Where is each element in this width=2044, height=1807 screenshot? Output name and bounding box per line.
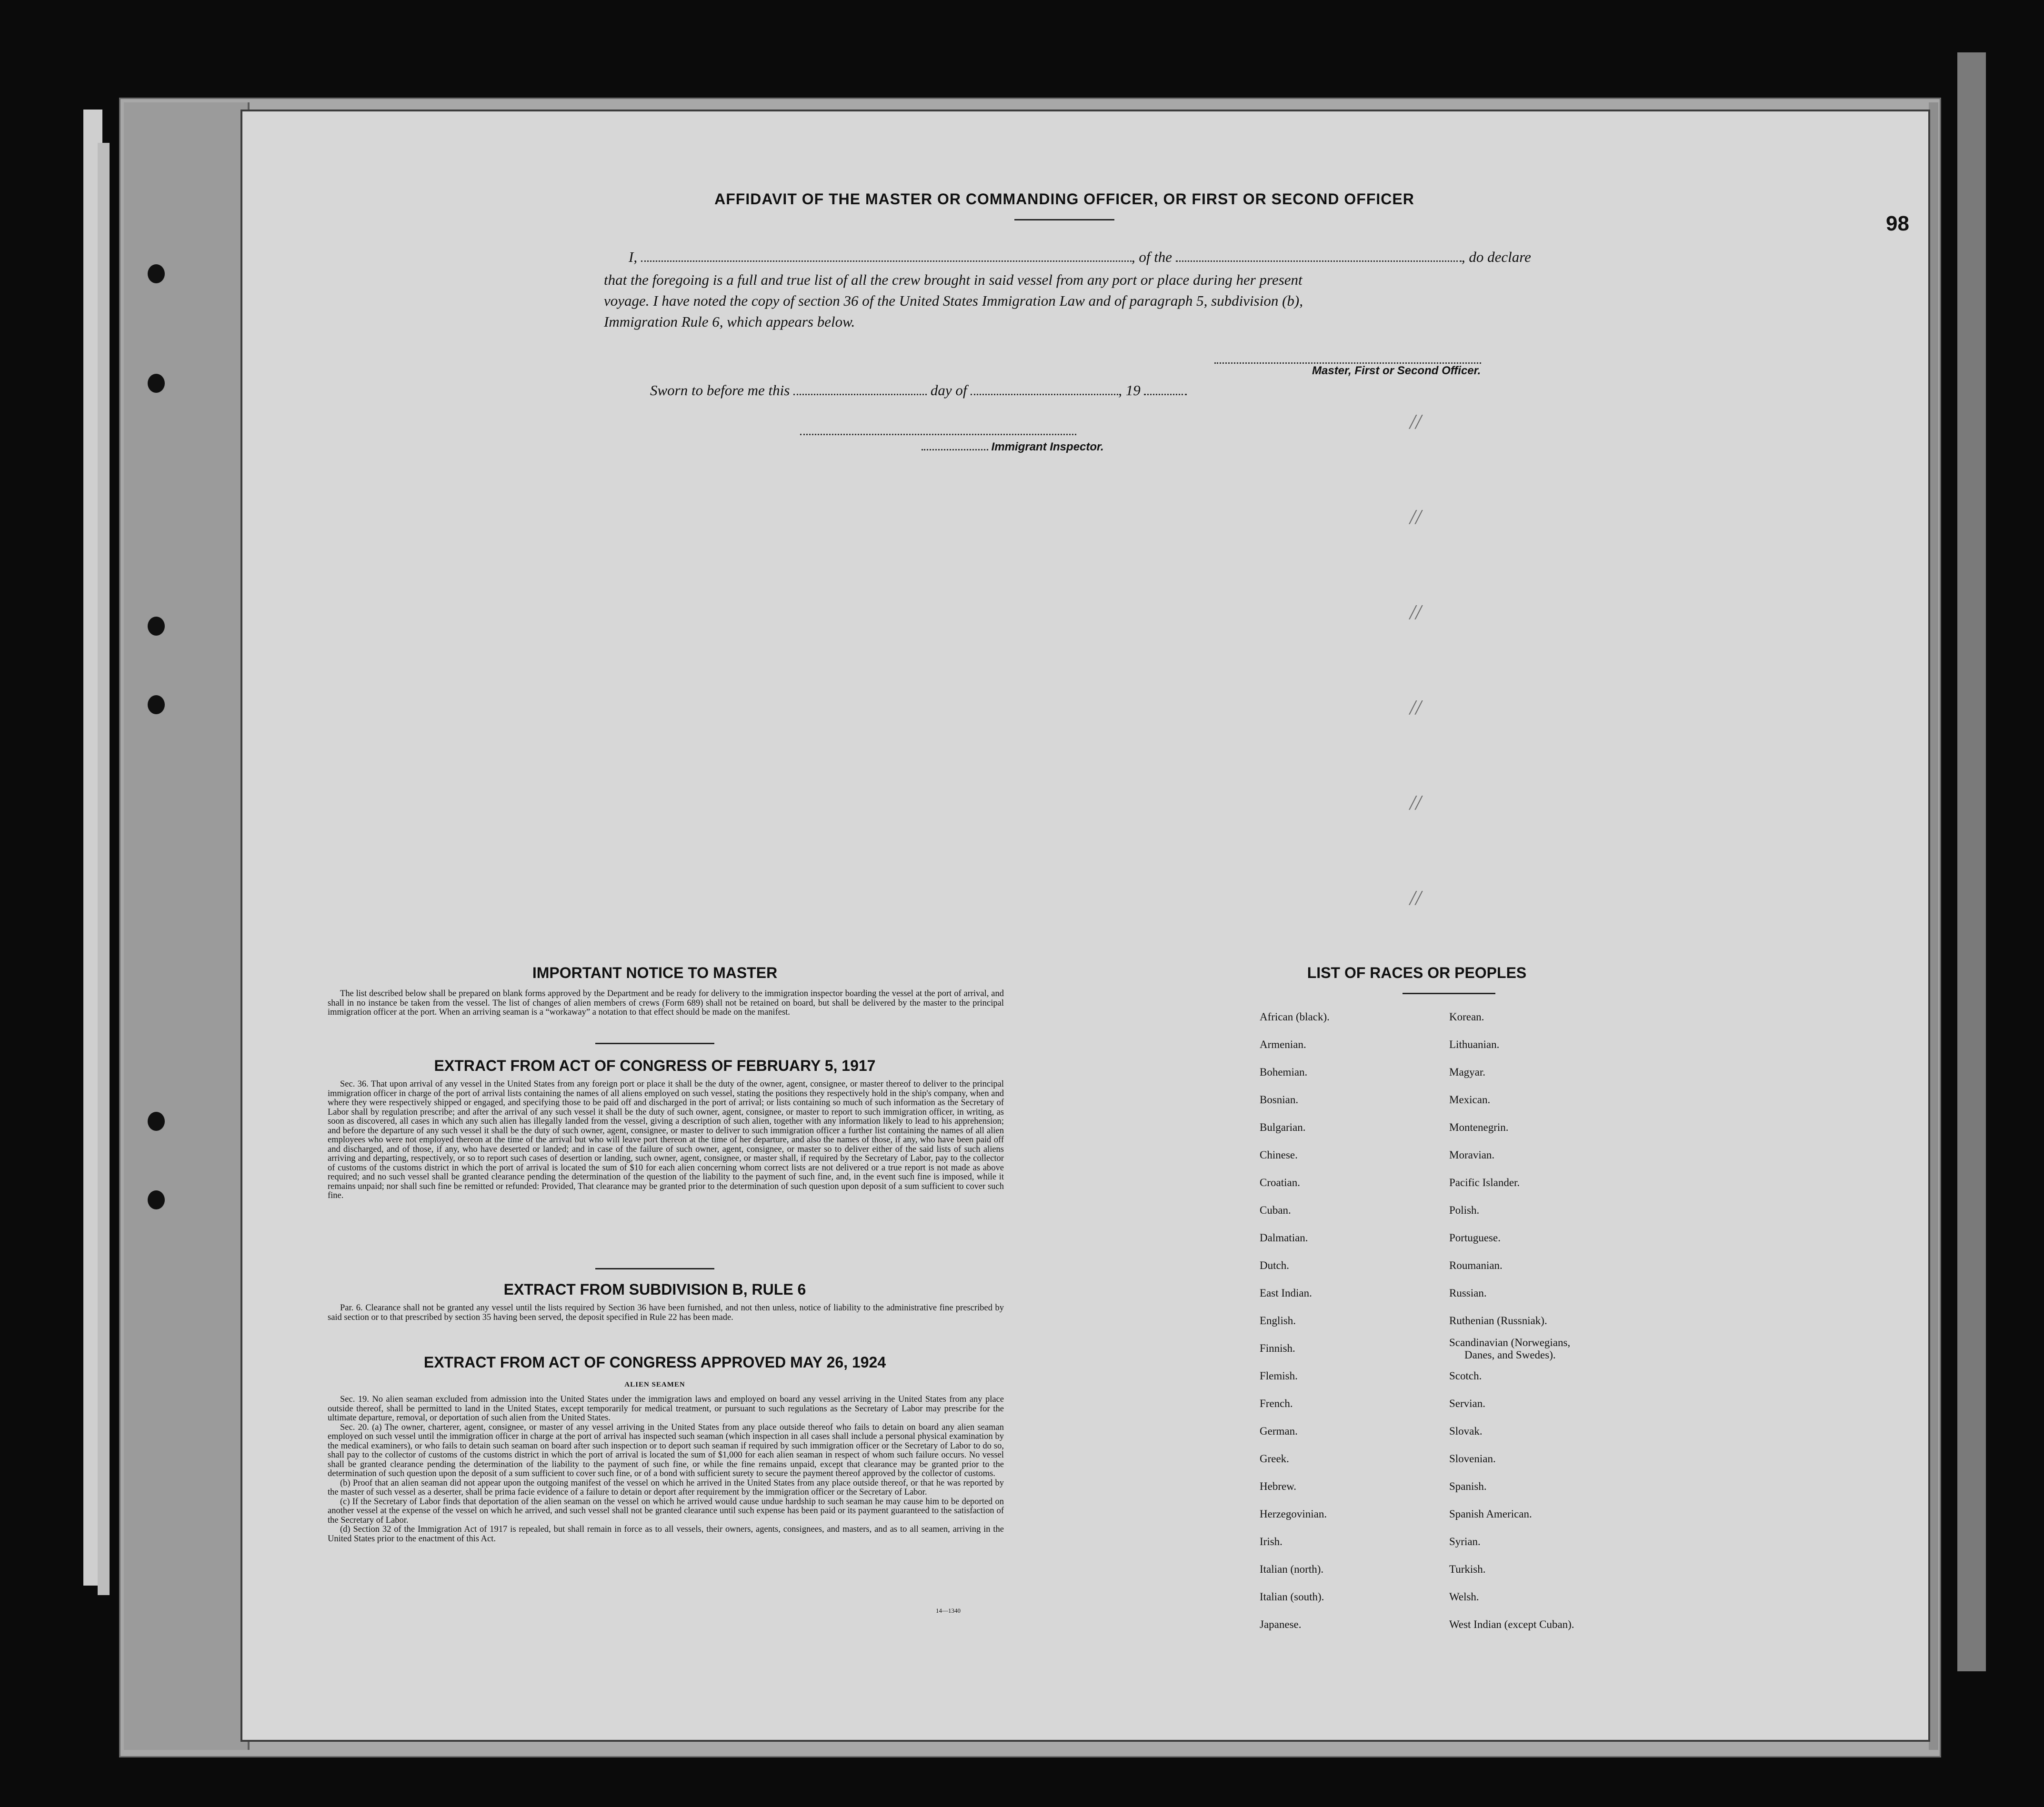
stacked-page-edge bbox=[98, 143, 110, 1595]
race-item: Greek. bbox=[1260, 1453, 1289, 1465]
extract-1924-body bbox=[328, 1395, 1004, 1544]
extract-1924-sec20b: (b) Proof that an alien seaman did not appear upon the outgoing manifest of the vessel on which he arrived in the United States from any place outside thereof, or that he was reported by the master of such vessel as a deserter, shall be prima facie evidence of a failure to detain or deport after requirement by the immigration officer or the Secretary of Labor. bbox=[328, 1478, 1004, 1497]
officer-signature-line[interactable] bbox=[1214, 350, 1481, 364]
race-item: Slovenian. bbox=[1449, 1453, 1496, 1465]
race-item: Turkish. bbox=[1449, 1563, 1486, 1575]
extract-1924-subtitle: ALIEN SEAMEN bbox=[624, 1381, 685, 1388]
extract-1917-body bbox=[328, 1080, 1004, 1201]
races-title-underline bbox=[1403, 993, 1495, 994]
right-binding-strip bbox=[1929, 102, 1938, 1750]
extract-1924-sec20c: (c) If the Secretary of Labor finds that deportation of the alien seaman on the vessel on which he arrived would cause undue hardship to such seaman he may cause him to be deported on another vessel at the expense of the vessel on which he arrived, and such vessel shall not be granted clearance until such expense has been paid or its payment guaranteed to the satisfaction of the Secretary of Labor. bbox=[328, 1497, 1004, 1525]
race-item: Dalmatian. bbox=[1260, 1232, 1308, 1244]
bleed-through-mark: // bbox=[1410, 410, 1422, 433]
race-item: French. bbox=[1260, 1398, 1293, 1409]
notice-paragraph: The list described below shall be prepared on blank forms approved by the Department and be ready for delivery to the immigration inspector boarding the vessel at the port of arrival, and shall in no instance be taken from the vessel. The list of changes of alien members of crews (Form 689) shall not be retained on board, but shall be delivered by the master to the principal immigration officer at the port. When an arriving seaman is a “workaway” a notation to that effect should be made on the manifest. bbox=[328, 989, 1004, 1017]
extract-1924-sec19: Sec. 19. No alien seaman excluded from admission into the United States under the immigration laws and employed on board any vessel arriving in the United States from any place outside thereof, shall be permitted to land in the United States, except temporarily for medical treatment, or pursuant to such regulations as the Secretary of Labor may prescribe for the ultimate departure, removal, or deportation of such alien from the United States. bbox=[328, 1395, 1004, 1423]
bleed-through-mark: // bbox=[1410, 791, 1422, 814]
title-underline bbox=[1014, 219, 1114, 220]
page-number: 98 bbox=[1886, 212, 1909, 235]
race-item: Croatian. bbox=[1260, 1177, 1300, 1188]
race-item: Russian. bbox=[1449, 1287, 1487, 1299]
affidavit-line-4: Immigration Rule 6, which appears below. bbox=[604, 313, 855, 330]
bleed-through-mark: // bbox=[1410, 600, 1422, 624]
binding-hole bbox=[148, 1190, 165, 1209]
race-item: Cuban. bbox=[1260, 1204, 1291, 1216]
race-item: Italian (south). bbox=[1260, 1591, 1324, 1603]
race-item: Servian. bbox=[1449, 1398, 1486, 1409]
extract-rule6-body bbox=[328, 1304, 1004, 1322]
affidavit-do-declare: , do declare bbox=[1461, 249, 1531, 265]
bleed-through-mark: // bbox=[1410, 886, 1422, 909]
sworn-month-blank[interactable] bbox=[971, 381, 1118, 395]
race-item: Herzegovinian. bbox=[1260, 1508, 1327, 1520]
race-item: Hebrew. bbox=[1260, 1480, 1297, 1492]
affidavit-of-the: , of the bbox=[1131, 249, 1172, 265]
binding-hole bbox=[148, 617, 165, 636]
race-item: Armenian. bbox=[1260, 1038, 1306, 1050]
race-item: Italian (north). bbox=[1260, 1563, 1324, 1575]
binding-hole bbox=[148, 374, 165, 393]
race-item: Dutch. bbox=[1260, 1259, 1289, 1271]
sworn-day-of: day of bbox=[930, 382, 967, 399]
race-item: Welsh. bbox=[1449, 1591, 1479, 1603]
race-item: Syrian. bbox=[1449, 1536, 1481, 1547]
notice-body bbox=[328, 989, 1004, 1018]
race-item: Roumanian. bbox=[1449, 1259, 1503, 1271]
race-item: West Indian (except Cuban). bbox=[1449, 1618, 1574, 1630]
race-item: Bulgarian. bbox=[1260, 1121, 1306, 1133]
name-blank[interactable] bbox=[641, 248, 1132, 262]
race-item: Korean. bbox=[1449, 1011, 1484, 1023]
right-page-edge bbox=[1957, 52, 1986, 1671]
race-item: Magyar. bbox=[1449, 1066, 1486, 1078]
race-item: Pacific Islander. bbox=[1449, 1177, 1520, 1188]
bleed-through-mark: // bbox=[1410, 505, 1422, 529]
sworn-year-prefix: , 19 bbox=[1118, 382, 1141, 399]
officer-caption: Master, First or Second Officer. bbox=[1312, 364, 1481, 377]
extract-rule6-paragraph: Par. 6. Clearance shall not be granted any vessel until the lists required by Section 36 have been furnished, and not then unless, notice of liability to the administrative fine prescribed by said section or to that prescribed by section 35 having been served, the deposit specified in Rule 22 has been made. bbox=[328, 1303, 1004, 1322]
extract-1917-title: EXTRACT FROM ACT OF CONGRESS OF FEBRUARY 5, 1917 bbox=[434, 1057, 876, 1074]
race-item: Bosnian. bbox=[1260, 1094, 1299, 1106]
inspector-caption bbox=[922, 440, 1104, 454]
race-item: Spanish American. bbox=[1449, 1508, 1532, 1520]
extract-1917-paragraph: Sec. 36. That upon arrival of any vessel in the United States from any foreign port or place it shall be the duty of the owner, agent, consignee, or master thereof to deliver to the principal immigration officer in charge of the port of arrival lists containing the names of all aliens employed on such vessel, stating the positions they respectively hold in the ship's company, when and where they were respectively shipped or engaged, and specifying those to be paid off and discharged in the port of arrival; or lists containing so much of such information as the Secretary of Labor shall by regulation prescribe; and after the arrival of any such vessel it shall be the duty of such owner, agent, consignee, or master to report to such immigration officer, in writing, as soon as discovered, all cases in which any such alien has illegally landed from the vessel, giving a description of such alien, together with any information likely to lead to his apprehension; and before the departure of any such vessel it shall be the duty of such owner, agent, consignee, or master to deliver to such immigration officer a further list containing the names of all alien employees who were not employed thereon at the time of the arrival but who will leave port thereon at the time of her departure, and also the names of those, if any, who have been paid off and discharged, and of those, if any, who have deserted or landed; and in case of the failure of such owner, agent, consignee, or master so to deliver either of the said lists of such aliens arriving and departing, respectively, or so to report such cases of desertion or landing, such owner, agent, consignee, or master shall, if required by the Secretary of Labor, pay to the collector of customs of the customs district in which the port of arrival is located the sum of $10 for each alien concerning whom correct lists are not delivered or a true report is not made as above required; and no such vessel shall be granted clearance pending the determination of the question of the liability to the payment of such fine, and, in the event such fine is imposed, while it remains unpaid; nor shall such fine be remitted or refunded: Provided, That clearance may be granted prior to the determination of such question upon deposit of a sum sufficient to cover such fine. bbox=[328, 1079, 1004, 1200]
affidavit-line-2: that the foregoing is a full and true list of all the crew brought in said vessel from any port or place during her present bbox=[604, 271, 1303, 288]
inspector-caption-text: Immigrant Inspector. bbox=[991, 440, 1104, 453]
sworn-text: Sworn to before me this bbox=[650, 382, 790, 399]
race-item: African (black). bbox=[1260, 1011, 1330, 1023]
form-number: 14—1340 bbox=[936, 1607, 961, 1614]
left-binding-strip bbox=[124, 102, 250, 1750]
races-title: LIST OF RACES OR PEOPLES bbox=[1307, 964, 1527, 981]
race-item: Chinese. bbox=[1260, 1149, 1298, 1161]
binding-hole bbox=[148, 1112, 165, 1131]
race-item: Moravian. bbox=[1449, 1149, 1495, 1161]
sworn-line bbox=[650, 381, 1187, 400]
sworn-year-blank[interactable] bbox=[1144, 381, 1187, 395]
race-item: Polish. bbox=[1449, 1204, 1480, 1216]
race-item: Mexican. bbox=[1449, 1094, 1491, 1106]
extract-1924-sec20a: Sec. 20. (a) The owner, charterer, agent, consignee, or master of any vessel arriving in the United States from any place outside thereof who fails to detain on board any alien seaman employed on such vessel until the immigration officer in charge at the port of arrival has inspected such seaman (which inspection in all cases shall include a personal physical examination by the medical examiners), or who fails to detain such seaman on board after such inspection or to deport such seaman if required by such immigration officer or the Secretary of Labor to do so, shall pay to the collector of customs of the customs district in which the port of arrival is located the sum of $1,000 for each alien seaman in respect of whom such failure occurs. No vessel shall be granted clearance pending the determination of the liability to the payment of such fine, or while the fine remains unpaid, except that clearance may be granted prior to the determination of such question upon the deposit of a sum sufficient to cover such fine, or of a bond with sufficient surety to secure the payment thereof approved by the collector of customs. bbox=[328, 1422, 1004, 1478]
notice-title: IMPORTANT NOTICE TO MASTER bbox=[532, 964, 778, 981]
binding-hole bbox=[148, 264, 165, 283]
race-item: Finnish. bbox=[1260, 1342, 1295, 1354]
race-item: Slovak. bbox=[1449, 1425, 1483, 1437]
race-item: Lithuanian. bbox=[1449, 1038, 1500, 1050]
race-item: Montenegrin. bbox=[1449, 1121, 1509, 1133]
race-item: Japanese. bbox=[1260, 1618, 1302, 1630]
bleed-through-mark: // bbox=[1410, 696, 1422, 719]
section-divider bbox=[595, 1268, 714, 1269]
race-item: English. bbox=[1260, 1315, 1296, 1327]
affidavit-title: AFFIDAVIT OF THE MASTER OR COMMANDING OFFICER, OR FIRST OR SECOND OFFICER bbox=[714, 190, 1414, 208]
race-item: German. bbox=[1260, 1425, 1298, 1437]
affidavit-line-1 bbox=[604, 248, 1531, 267]
vessel-blank[interactable] bbox=[1176, 248, 1462, 262]
race-item: Scandinavian (Norwegians, bbox=[1449, 1337, 1571, 1348]
race-item: Bohemian. bbox=[1260, 1066, 1308, 1078]
extract-rule6-title: EXTRACT FROM SUBDIVISION B, RULE 6 bbox=[503, 1281, 806, 1298]
affidavit-line-3: voyage. I have noted the copy of section 36 of the United States Immigration Law and of paragraph 5, subdivision (b), bbox=[604, 292, 1303, 309]
binding-hole bbox=[148, 695, 165, 714]
race-item: Flemish. bbox=[1260, 1370, 1298, 1382]
race-item: East Indian. bbox=[1260, 1287, 1312, 1299]
race-item: Scotch. bbox=[1449, 1370, 1482, 1382]
extract-1924-title: EXTRACT FROM ACT OF CONGRESS APPROVED MAY 26, 1924 bbox=[423, 1354, 886, 1371]
race-item: Portuguese. bbox=[1449, 1232, 1501, 1244]
race-item-continuation: Danes, and Swedes). bbox=[1464, 1349, 1556, 1361]
race-item: Spanish. bbox=[1449, 1480, 1487, 1492]
sworn-day-blank[interactable] bbox=[793, 381, 927, 395]
section-divider bbox=[595, 1043, 714, 1044]
race-item: Irish. bbox=[1260, 1536, 1283, 1547]
inspector-signature-line[interactable] bbox=[800, 421, 1076, 435]
inspector-caption-leader bbox=[922, 442, 988, 450]
race-item: Ruthenian (Russniak). bbox=[1449, 1315, 1547, 1327]
affidavit-i: I, bbox=[629, 249, 638, 265]
extract-1924-sec20d: (d) Section 32 of the Immigration Act of 1917 is repealed, but shall remain in force as to all vessels, their owners, agents, consignees, and masters, and as to all seamen, arriving in the United States prior to the enactment of this Act. bbox=[328, 1525, 1004, 1544]
